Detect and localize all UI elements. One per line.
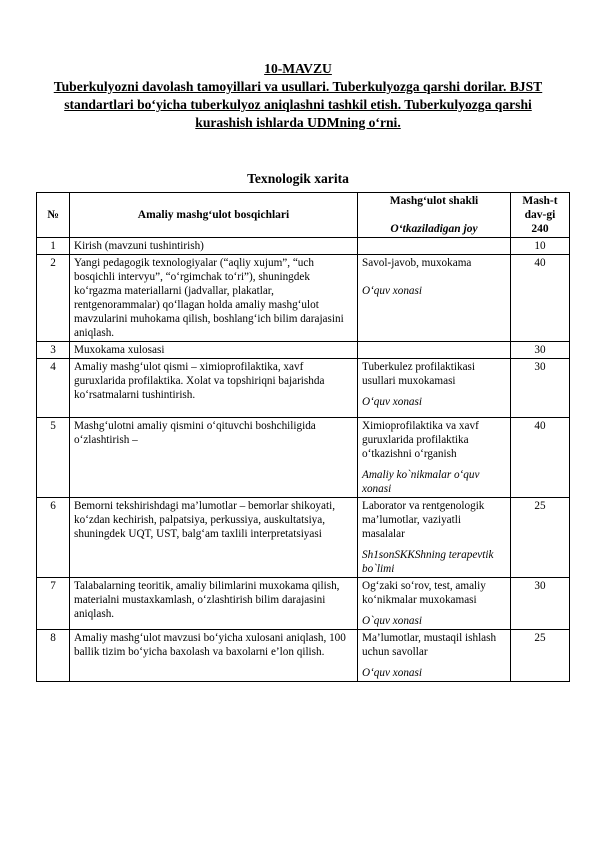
row-step: Talabalarning teoritik, amaliy bilimlarini muxokama qilish, materialni mustaxkamlash, o‘zlashtirish bilim darajasini aniqlash. [70,578,358,630]
header-time: Mash-t dav-gi 240 [511,193,570,238]
row-form [358,578,511,630]
row-form [358,359,511,418]
row-number: 3 [37,342,70,359]
header-form-line2: O‘tkaziladigan joy [390,223,478,235]
table-row [37,578,570,630]
table-row [37,238,570,255]
row-place: O‘quv xonasi [362,667,422,679]
row-time: 40 [511,418,570,498]
table-header-row [37,193,570,238]
row-time: 25 [511,630,570,682]
row-form-text: Ma’lumotlar, mustaqil ishlash uchun savollar [362,632,497,658]
row-place: Amaliy ko`nikmalar o‘quv xonasi [362,469,480,495]
row-step: Bemorni tekshirishdagi ma’lumotlar – bemorlar shikoyati, ko‘zdan kechirish, palpatsiya, perkussiya, auskultatsiya, shuningdek UQT, UST, balg‘am taxlili interpretatsiyasi [70,498,358,578]
row-time: 30 [511,578,570,630]
row-step: Mashg‘ulotni amaliy qismini o‘qituvchi boshchiligida o‘zlashtirish – [70,418,358,498]
header-number: № [37,193,70,238]
row-number: 8 [37,630,70,682]
technological-map-title: Texnologik xarita [247,171,349,186]
row-step: Amaliy mashg‘ulot qismi – ximioprofilaktika, xavf guruxlarida profilaktika. Xolat va topshiriqni bajarishda ko‘rsatmalarni tushintirish. [70,359,358,418]
topic-number: 10-MAVZU [264,61,332,76]
row-place: Sh1sonSKKShning terapevtik bo`limi [362,549,494,575]
row-step: Amaliy mashg‘ulot mavzusi bo‘yicha xulosani aniqlash, 100 ballik tizim bo‘yicha baxolash va baxolarni e’lon qilish. [70,630,358,682]
header-form [358,193,511,238]
row-number: 4 [37,359,70,418]
row-number: 6 [37,498,70,578]
row-form-text: Laborator va rentgenologik ma’lumotlar, vaziyatli masalalar [362,500,485,540]
row-place: O‘quv xonasi [362,285,422,297]
row-step: Yangi pedagogik texnologiyalar (“aqliy xujum”, “uch bosqichli intervyu”, “o‘rgimchak to‘ri”), shuningdek ko‘rgazma materiallarni (jadvallar, plakatlar, rentgenorammalar) qo‘llagan holda amaliy mashg‘ulot mavzularini muhokama qilish, boshlang‘ich bilim darajasini aniqlash. [70,255,358,342]
table-row [37,342,570,359]
row-form-text: Ximioprofilaktika va xavf guruxlarida profilaktika o‘tkazishni o‘rganish [362,420,479,460]
row-form [358,255,511,342]
row-form-text: Tuberkulez profilaktikasi usullari muxokamasi [362,361,475,387]
row-step: Muxokama xulosasi [70,342,358,359]
header-form-line1: Mashg‘ulot shakli [389,195,479,207]
table-row [37,630,570,682]
row-form [358,630,511,682]
table-row [37,255,570,342]
table-row [37,498,570,578]
row-time: 30 [511,342,570,359]
row-number: 2 [37,255,70,342]
row-place: O`quv xonasi [362,615,422,627]
row-time: 40 [511,255,570,342]
header-steps: Amaliy mashg‘ulot bosqichlari [70,193,358,238]
row-form [358,342,511,359]
row-form-text: Og‘zaki so‘rov, test, amaliy ko‘nikmalar muxokamasi [362,580,486,606]
topic-heading [40,60,556,132]
row-time: 30 [511,359,570,418]
row-time: 25 [511,498,570,578]
row-number: 1 [37,238,70,255]
technological-map-table [36,192,570,682]
row-form-text: Savol-javob, muxokama [362,257,472,269]
row-number: 5 [37,418,70,498]
row-step: Kirish (mavzuni tushintirish) [70,238,358,255]
row-form [358,498,511,578]
row-time: 10 [511,238,570,255]
topic-title: Tuberkulyozni davolash tamoyillari va usullari. Tuberkulyozga qarshi dorilar. BJST standartlari bo‘yicha tuberkulyoz aniqlashni tashkil etish. Tuberkulyozga qarshi kurashish ishlarda UDMning o‘rni. [53,79,543,130]
table-row [37,359,570,418]
row-number: 7 [37,578,70,630]
row-form [358,418,511,498]
row-form [358,238,511,255]
table-row [37,418,570,498]
row-place: O‘quv xonasi [362,396,422,408]
